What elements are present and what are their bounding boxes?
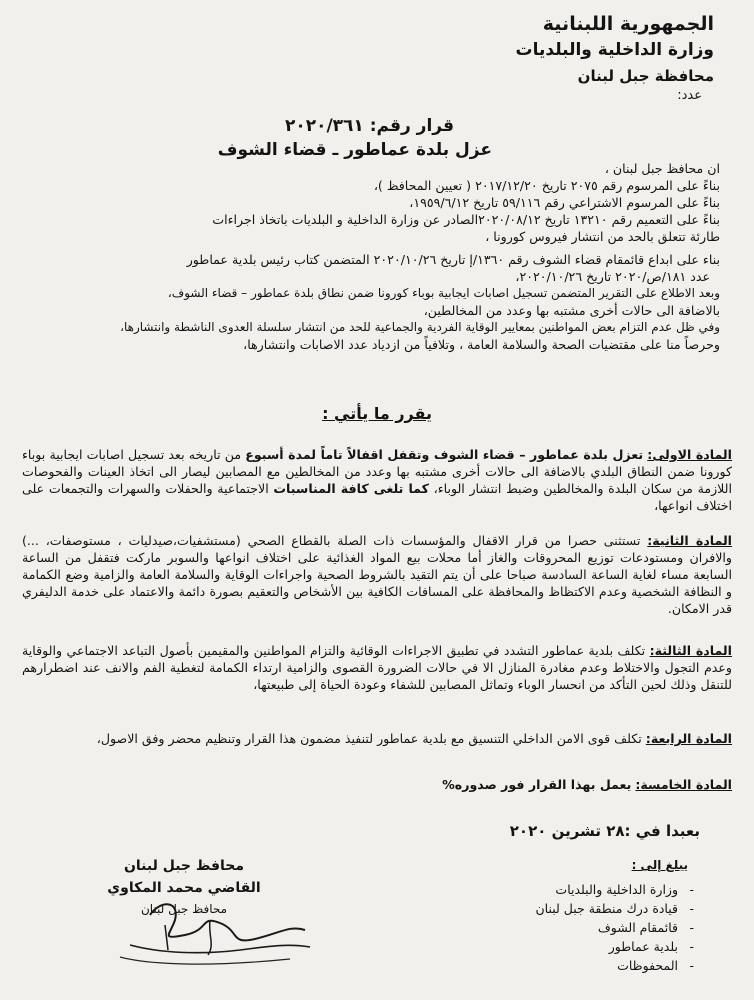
header-governorate: محافظة جبل لبنان xyxy=(577,67,714,85)
article-1 xyxy=(22,446,732,514)
article-text: تستثنى حصرا من قرار الاقفال والمؤسسات ذات الصلة بالقطاع الصحي (مستشفيات،صيدليات ، مستوصفات، ...) والافران ومستودعات توزيع المحروقات والغاز أما محلات بيع المواد الغذائية على اختلاف انواعها والسوبر ماركت فتقفل من الساعة السابعة مساء لغاية الساعة السادسة صباحا على أن يتم التقيد بالشروط الصحية واجراءات الوقاية والسلامة العامة والزامية وضع الكمامة و النظافة الشخصية وعدم الاكتظاظ والمحافظة على المسافات الكافية بين الأشخاص والتعقيم بصورة دائمة والاعتماد على خدمة الدليفري قدر الامكان. xyxy=(22,533,732,616)
header-ministry: وزارة الداخلية والبلديات xyxy=(515,40,714,60)
article-5 xyxy=(22,776,732,793)
preamble-line: طارئة تتعلق بالحد من انتشار فيروس كورونا ، xyxy=(485,229,720,244)
recipient-item: - وزارة الداخلية والبلديات xyxy=(514,880,694,899)
article-label: المادة الاولى: xyxy=(647,447,732,462)
recipient-item: - المحفوظات xyxy=(514,956,694,975)
signatory-title: محافظ جبل لبنان xyxy=(123,858,245,874)
preamble-line: عدد ١٨١/ص/٢٠٢٠ تاريخ ٢٠٢٠/١٠/٢٦، xyxy=(515,269,710,284)
article-tail-bold: كما تلغى كافة المناسبات xyxy=(273,481,429,496)
header-republic: الجمهورية اللبنانية xyxy=(542,13,714,35)
preamble-line: ان محافظ جبل لبنان ، xyxy=(604,161,720,176)
recipient-item: - قائمقام الشوف xyxy=(514,918,694,937)
article-3 xyxy=(22,642,732,693)
recipients-list xyxy=(514,880,694,975)
recipient-item: - قيادة درك منطقة جبل لبنان xyxy=(514,899,694,918)
decides-heading: يقرر ما يأتي : xyxy=(322,404,432,423)
article-text: من تاريخه بعد تسجيل اصابات ايجابية بوباء كورونا ضمن النطاق البلدي بالاضافة الى حالات أخرى مشتبه بها وعدد من المخالطين مع المصابين ليصار الى اتخاذ العينات والفحوصات اللازمة من سكان البلدة والمخالطين وضبط انتشار الوباء، xyxy=(22,447,732,496)
article-lead: تعزل بلدة عماطور – قضاء الشوف وتقفل اقفالاً تاماً لمدة أسبوع xyxy=(245,447,644,462)
preamble-line: بناءً على المرسوم الاشتراعي رقم ٥٩/١١٦ تاريخ ١٩٥٩/٦/١٢، xyxy=(409,195,720,210)
preamble xyxy=(30,160,720,353)
header-number-label: عدد: xyxy=(677,88,702,103)
article-label: المادة الثالثة: xyxy=(649,643,732,658)
article-label: المادة الخامسة: xyxy=(635,777,732,792)
decision-number: قرار رقم: ٢٠٢٠/٣٦١ xyxy=(284,116,454,136)
handwritten-signature-icon xyxy=(90,895,320,970)
article-text: تكلف قوى الامن الداخلي التنسيق مع بلدية عماطور لتنفيذ مضمون هذا القرار وتنظيم محضر وفق الاصول، xyxy=(96,731,642,746)
article-label: المادة الرابعة: xyxy=(645,731,732,746)
signatory-name: القاضي محمد المكاوي xyxy=(107,880,261,896)
article-label: المادة الثانية: xyxy=(647,533,733,548)
document-date: بعبدا في :٢٨ تشرين ٢٠٢٠ xyxy=(509,822,700,840)
article-tail: الاجتماعية والحفلات والسهرات والتجمعات على اختلاف انواعها، xyxy=(22,481,732,513)
preamble-line: وبعد الاطلاع على التقرير المتضمن تسجيل اصابات ايجابية بوباء كورونا ضمن نطاق بلدة عماطور – قضاء الشوف، xyxy=(167,286,720,300)
signatory-role: محافظ جبل لبنان xyxy=(140,902,228,916)
recipients-heading: يبلغ إلى : xyxy=(631,858,688,872)
article-4 xyxy=(22,730,732,747)
article-text: يعمل بهذا القرار فور صدوره% xyxy=(442,777,632,792)
article-2 xyxy=(22,532,732,617)
preamble-line: وحرصاً منا على مقتضيات الصحة والسلامة العامة ، وتلافياً من ازدياد عدد الاصابات وانتشارها، xyxy=(243,337,720,352)
article-text: تكلف بلدية عماطور التشدد في تطبيق الاجراءات الوقائية والتزام المواطنين والمقيمين بأصول التباعد الاجتماعي والوقاية وعدم التجول والاختلاط وعدم مغادرة المنازل الا في حالات الضرورة القصوى والزامية ارتداء الكمامة لتغطية الفم والانف عند اضطرارهم للتنقل وذلك لحين التأكد من انحسار الوباء وتماثل المصابين للشفاء وعودة الحياة إلى طبيعتها، xyxy=(22,643,732,692)
decision-subject: عزل بلدة عماطور ـ قضاء الشوف xyxy=(217,140,492,160)
preamble-line: بناءً على المرسوم رقم ٢٠٧٥ تاريخ ٢٠١٧/١٢/٢٠ ( تعيين المحافظ )، xyxy=(373,178,720,193)
preamble-line: بالاضافة الى حالات أخرى مشتبه بها وعدد من المخالطين، xyxy=(423,303,720,318)
recipient-item: - بلدية عماطور xyxy=(514,937,694,956)
preamble-line: وفي ظل عدم التزام بعض المواطنين بمعايير الوقاية الفردية والجماعية للحد من انتشار سلسلة العدوى الناشطة وانتشارها، xyxy=(120,320,720,334)
preamble-line: بناء على ابداع قائمقام قضاء الشوف رقم ١٣٦٠/إ تاريخ ٢٠٢٠/١٠/٢٦ المتضمن كتاب رئيس بلدية عماطور xyxy=(186,252,720,267)
preamble-line: بناءً على التعميم رقم ١٣٢١٠ تاريخ ٢٠٢٠/٠٨/١٢الصادر عن وزارة الداخلية و البلديات باتخاذ اجراءات xyxy=(212,212,720,227)
